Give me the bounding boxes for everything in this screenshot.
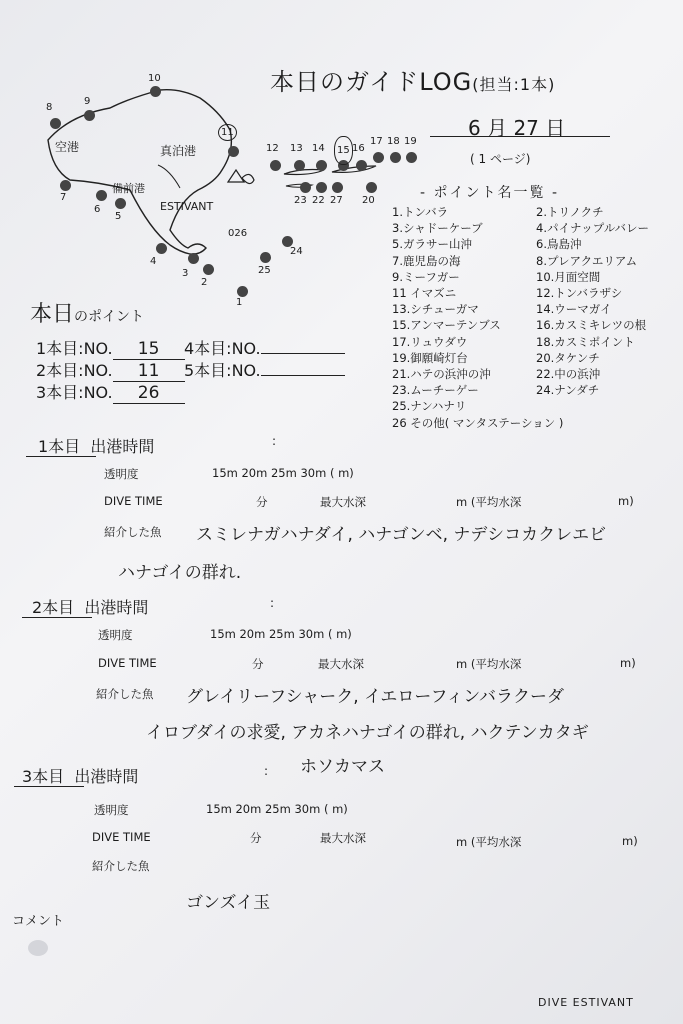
dive-underline [14, 786, 84, 787]
point-num: 27 [330, 195, 343, 206]
point-num: 4 [150, 256, 157, 267]
point-num: 23 [294, 195, 307, 206]
footer-brand: DIVE ESTIVANT [538, 996, 634, 1009]
dive-number: 1本目 [38, 437, 81, 456]
point-item: 2.トリノクチ [536, 205, 604, 219]
point-dot [260, 252, 271, 263]
dive-underline [26, 456, 96, 457]
row-value: 15 [113, 339, 185, 360]
point-item: 18.カスミポイント [536, 334, 635, 349]
point-dot [96, 190, 107, 201]
colon: : [270, 596, 275, 610]
point-item: 22.中の浜沖 [536, 367, 601, 382]
road-line [158, 165, 180, 188]
point-num: 25 [258, 265, 271, 276]
point-item: 3.シャドーケーブ [392, 221, 483, 236]
today-row-1 [36, 336, 185, 360]
points-list-title: - ポイント名一覧 - [420, 185, 560, 201]
today-row-4 [184, 336, 345, 359]
minutes-label: 分 [256, 495, 268, 509]
dive-time-label: DIVE TIME [98, 656, 157, 670]
point-num: 24 [290, 246, 303, 257]
point-item: 5.ガラサー山沖 [392, 237, 472, 252]
row-label: 2本目:NO. [36, 361, 113, 380]
date: 6 月 27 日 [468, 116, 566, 140]
dive3-heading [22, 764, 138, 787]
point-item: 6.鳥島沖 [536, 237, 582, 252]
point-dot [294, 160, 305, 171]
fish-text: ハナゴイの群れ. [118, 563, 242, 583]
point-item: 9.ミーフガー [392, 269, 460, 284]
point-num: 9 [84, 96, 91, 107]
point-num: 12 [266, 143, 279, 154]
point-dot [406, 152, 417, 163]
point-num: 8 [46, 102, 53, 113]
comment-label: コメント [12, 914, 65, 929]
visibility-label: 透明度 [104, 467, 139, 481]
dive-number: 2本目 [32, 598, 75, 617]
max-depth-label: 最大水深 [320, 495, 366, 509]
point-dot [332, 182, 343, 193]
page-number: ( 1 ページ) [470, 152, 531, 166]
minutes-label: 分 [252, 657, 264, 671]
date-underline [430, 136, 610, 137]
point-num: 2 [201, 277, 208, 288]
label-port-2: 備前港 [112, 182, 145, 195]
today-row-2 [36, 358, 185, 382]
visibility-label: 透明度 [94, 803, 129, 817]
point-num: 18 [387, 136, 400, 147]
fish-text: イロブダイの求愛, アカネハナゴイの群れ, ハクテンカタギ [146, 723, 589, 743]
point-num: 13 [290, 143, 303, 154]
point-dot [150, 86, 161, 97]
dive-time-label: DIVE TIME [104, 494, 163, 508]
point-dot [203, 264, 214, 275]
row-value: 26 [113, 383, 185, 404]
point-item: 17.リュウダウ [392, 334, 468, 349]
avg-depth-end: m) [618, 494, 634, 508]
row-label: 1本目:NO. [36, 339, 113, 358]
label-estivant: ESTIVANT [160, 200, 214, 213]
visibility-label: 透明度 [98, 628, 133, 642]
fish-text: グレイリーフシャーク, イエローフィンバラクーダ [186, 687, 565, 707]
avg-depth-end: m) [620, 656, 636, 670]
point-dot [373, 152, 384, 163]
point-dot [390, 152, 401, 163]
point-num: 20 [362, 195, 375, 206]
depart-label: 出港時間 [90, 437, 155, 456]
point-dot [300, 182, 311, 193]
point-dot [228, 146, 239, 157]
smudge [28, 940, 48, 956]
point-dot [316, 160, 327, 171]
point-num: 19 [404, 136, 417, 147]
point-dot [366, 182, 377, 193]
row-value: 11 [113, 361, 185, 382]
row-value [261, 353, 345, 354]
avg-depth-label: m (平均水深 [456, 835, 522, 849]
today-heading-small: のポイント [74, 309, 145, 325]
dive-time-label: DIVE TIME [92, 830, 151, 844]
fish-text: ホソカマス [300, 757, 385, 777]
point-item: 8.プレアクエリアム [536, 253, 638, 268]
depart-label: 出港時間 [74, 767, 139, 786]
row-label: 3本目:NO. [36, 383, 113, 402]
point-dot [188, 253, 199, 264]
point-num: 7 [60, 192, 67, 203]
point-item: 13.シチューガマ [392, 302, 479, 317]
point-item: 14.ウーマガイ [536, 302, 612, 317]
point-item: 11 イマズニ [392, 286, 457, 301]
point-dot [316, 182, 327, 193]
point-num: 10 [148, 73, 161, 84]
avg-depth-label: m (平均水深 [456, 495, 522, 509]
dive2-heading [32, 595, 148, 618]
minutes-label: 分 [250, 831, 262, 845]
point-dot [60, 180, 71, 191]
label-airport: 空港 [55, 140, 80, 154]
point-item: 4.パイナップルバレー [536, 221, 649, 236]
label-port: 真泊港 [160, 144, 197, 158]
today-heading: 本日 [30, 302, 75, 327]
point-item: 20.タケンチ [536, 350, 600, 365]
point-item: 16.カスミキレツの根 [536, 318, 647, 333]
depart-label: 出港時間 [84, 598, 149, 617]
island-outline [48, 90, 231, 254]
point-item: 19.御願崎灯台 [392, 350, 468, 365]
point-item: 24.ナンダチ [536, 383, 600, 398]
point-dot [356, 160, 367, 171]
point-dot [50, 118, 61, 129]
point-dot [270, 160, 281, 171]
dive-number: 3本目 [22, 767, 65, 786]
fish-text: スミレナガハナダイ, ハナゴンベ, ナデシコカクレエビ [196, 525, 607, 545]
point-dot [237, 286, 248, 297]
fish-text: ゴンズイ玉 [186, 893, 271, 913]
point-num: 17 [370, 136, 383, 147]
row-value [261, 375, 345, 376]
avg-depth-end: m) [622, 834, 638, 848]
point-num: 6 [94, 204, 101, 215]
point-item: 21.ハテの浜沖の沖 [392, 367, 491, 382]
point-num: 15 [334, 136, 353, 165]
dive1-heading [38, 434, 154, 457]
title-main: 本日のガイドLOG [270, 68, 473, 96]
point-num: 1 [236, 297, 243, 308]
today-row-3 [36, 380, 185, 404]
point-item: 7.鹿児島の海 [392, 253, 461, 268]
visibility-values: 15m 20m 25m 30m ( m) [210, 627, 352, 641]
row-label: 5本目:NO. [184, 361, 261, 380]
islet-outline [228, 170, 254, 184]
row-label: 4本目:NO. [184, 339, 261, 358]
points-list-right [536, 204, 649, 398]
point-item: 15.アンマーテンブス [392, 318, 501, 333]
point-item: 10.月面空間 [536, 269, 601, 284]
fish-label: 紹介した魚 [92, 859, 150, 873]
avg-depth-label: m (平均水深 [456, 657, 522, 671]
point-dot [115, 198, 126, 209]
point-num: 11 [218, 124, 237, 141]
point-num: 22 [312, 195, 325, 206]
dive-underline [22, 617, 92, 618]
title-sub: (担当:1本) [472, 75, 556, 94]
point-num: 14 [312, 143, 325, 154]
max-depth-label: 最大水深 [320, 831, 366, 845]
colon: : [272, 434, 277, 448]
point-dot [84, 110, 95, 121]
label-depth: 026 [228, 228, 248, 239]
colon: : [264, 764, 269, 778]
point-num: 3 [182, 268, 189, 279]
fish-label: 紹介した魚 [104, 525, 162, 539]
today-points-title [30, 297, 144, 328]
today-row-5 [184, 358, 345, 381]
point-dot [156, 243, 167, 254]
visibility-values: 15m 20m 25m 30m ( m) [212, 466, 354, 480]
point-num: 16 [352, 143, 365, 154]
max-depth-label: 最大水深 [318, 657, 364, 671]
point-item: 12.トンバラザシ [536, 286, 623, 301]
point-item: 26 その他( マンタステーション ) [392, 415, 564, 430]
fish-label: 紹介した魚 [96, 687, 154, 701]
point-item: 25.ナンハナリ [392, 399, 467, 414]
point-item: 23.ムーチーゲー [392, 383, 479, 398]
point-num: 5 [115, 211, 122, 222]
visibility-values: 15m 20m 25m 30m ( m) [206, 802, 348, 816]
point-item: 1.トンバラ [392, 205, 449, 219]
